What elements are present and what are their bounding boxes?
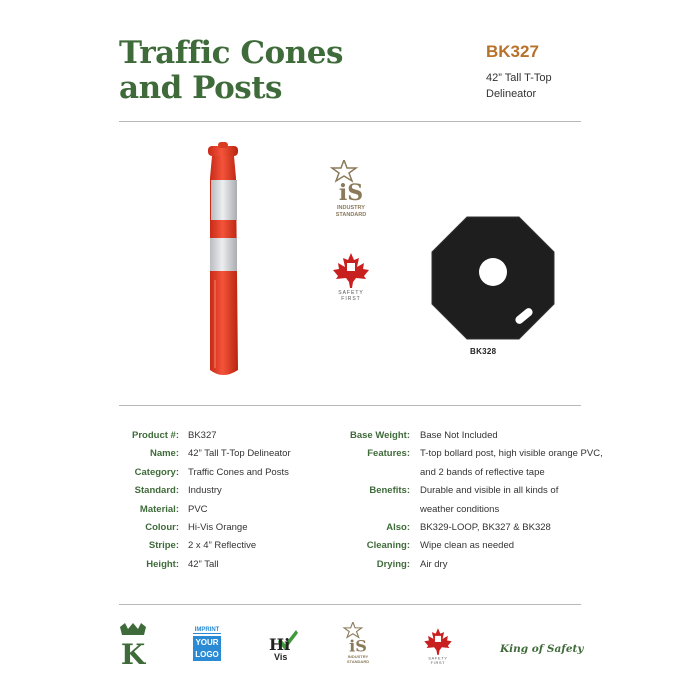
base-product-label: BK328 bbox=[470, 347, 497, 356]
spec-label: Colour: bbox=[145, 522, 179, 533]
spec-value: Base Not Included bbox=[420, 430, 498, 441]
industry-standard-badge bbox=[330, 160, 372, 220]
spec-label: Base Weight: bbox=[349, 430, 410, 441]
page-title bbox=[119, 36, 359, 106]
spec-label: Benefits: bbox=[369, 485, 410, 497]
safety-first-badge bbox=[330, 250, 372, 300]
spec-label: Material: bbox=[139, 503, 179, 515]
is-badge-letters: iS bbox=[338, 180, 364, 206]
spec-value: and 2 bands of reflective tape bbox=[420, 466, 545, 478]
is-badge-line1: INDUSTRY bbox=[337, 205, 365, 211]
spec-label: Drying: bbox=[376, 558, 410, 570]
safety-first-footer-icon bbox=[422, 626, 454, 664]
svg-text:INDUSTRY: INDUSTRY bbox=[347, 653, 369, 659]
spec-value: 2 x 4” Reflective bbox=[188, 540, 257, 552]
specs-divider-top bbox=[119, 405, 581, 406]
base-product-image bbox=[430, 215, 556, 341]
spec-value: Durable and visible in all kinds of bbox=[420, 485, 559, 497]
safety-badge-line1: SAFETY bbox=[338, 290, 364, 296]
imprint-your-logo-icon: IMPRINT YOUR LOGO bbox=[194, 627, 220, 659]
spec-label: Product #: bbox=[132, 430, 179, 441]
header-divider bbox=[119, 121, 581, 122]
spec-label: Cleaning: bbox=[366, 540, 410, 552]
industry-standard-footer-icon bbox=[342, 622, 374, 666]
spec-value: BK327 bbox=[188, 430, 217, 441]
safety-badge-line2: FIRST bbox=[341, 296, 361, 300]
spec-value: PVC bbox=[188, 503, 208, 515]
svg-text:FIRST: FIRST bbox=[430, 661, 446, 664]
spec-value: Hi-Vis Orange bbox=[188, 522, 248, 533]
svg-text:iS: iS bbox=[349, 636, 367, 656]
crown-icon bbox=[120, 623, 146, 635]
spec-value: T-top bollard post, high visible orange PVC, bbox=[420, 448, 603, 460]
spec-value: BK329-LOOP, BK327 & BK328 bbox=[420, 522, 551, 533]
spec-value: Industry bbox=[188, 485, 222, 497]
product-subtitle bbox=[486, 70, 586, 102]
hi-vis-icon bbox=[266, 628, 298, 662]
svg-text:STANDARD: STANDARD bbox=[346, 659, 370, 665]
title-line-2: and Posts bbox=[119, 70, 282, 106]
is-badge-line2: STANDARD bbox=[335, 212, 367, 218]
spec-value: 42” Tall bbox=[188, 558, 219, 570]
svg-text:SAFETY: SAFETY bbox=[428, 656, 448, 661]
king-of-safety-logo bbox=[118, 623, 148, 665]
spec-label: Stripe: bbox=[148, 540, 179, 552]
spec-label: Standard: bbox=[134, 485, 179, 497]
spec-value: Air dry bbox=[420, 558, 448, 570]
svg-text:Vis: Vis bbox=[274, 652, 288, 662]
title-line-1: Traffic Cones bbox=[119, 35, 343, 71]
spec-label: Features: bbox=[367, 448, 410, 460]
spec-value: Wipe clean as needed bbox=[420, 540, 515, 552]
spec-label: Height: bbox=[146, 558, 179, 570]
product-code: BK327 bbox=[486, 42, 539, 61]
spec-value: weather conditions bbox=[420, 503, 500, 515]
spec-label: Name: bbox=[149, 448, 179, 460]
brand-tagline: King of Safety bbox=[500, 643, 584, 655]
subtitle-line-2: Delineator bbox=[486, 88, 537, 100]
delineator-post-image bbox=[195, 140, 251, 380]
specs-divider-bottom bbox=[119, 604, 581, 605]
svg-text:Hi: Hi bbox=[269, 635, 291, 654]
spec-label: Also: bbox=[386, 522, 410, 533]
spec-label: Category: bbox=[134, 466, 179, 478]
spec-value: Traffic Cones and Posts bbox=[188, 466, 289, 478]
svg-text:K: K bbox=[120, 638, 146, 665]
subtitle-line-1: 42” Tall T-Top bbox=[486, 72, 552, 84]
spec-value: 42” Tall T-Top Delineator bbox=[188, 448, 291, 460]
